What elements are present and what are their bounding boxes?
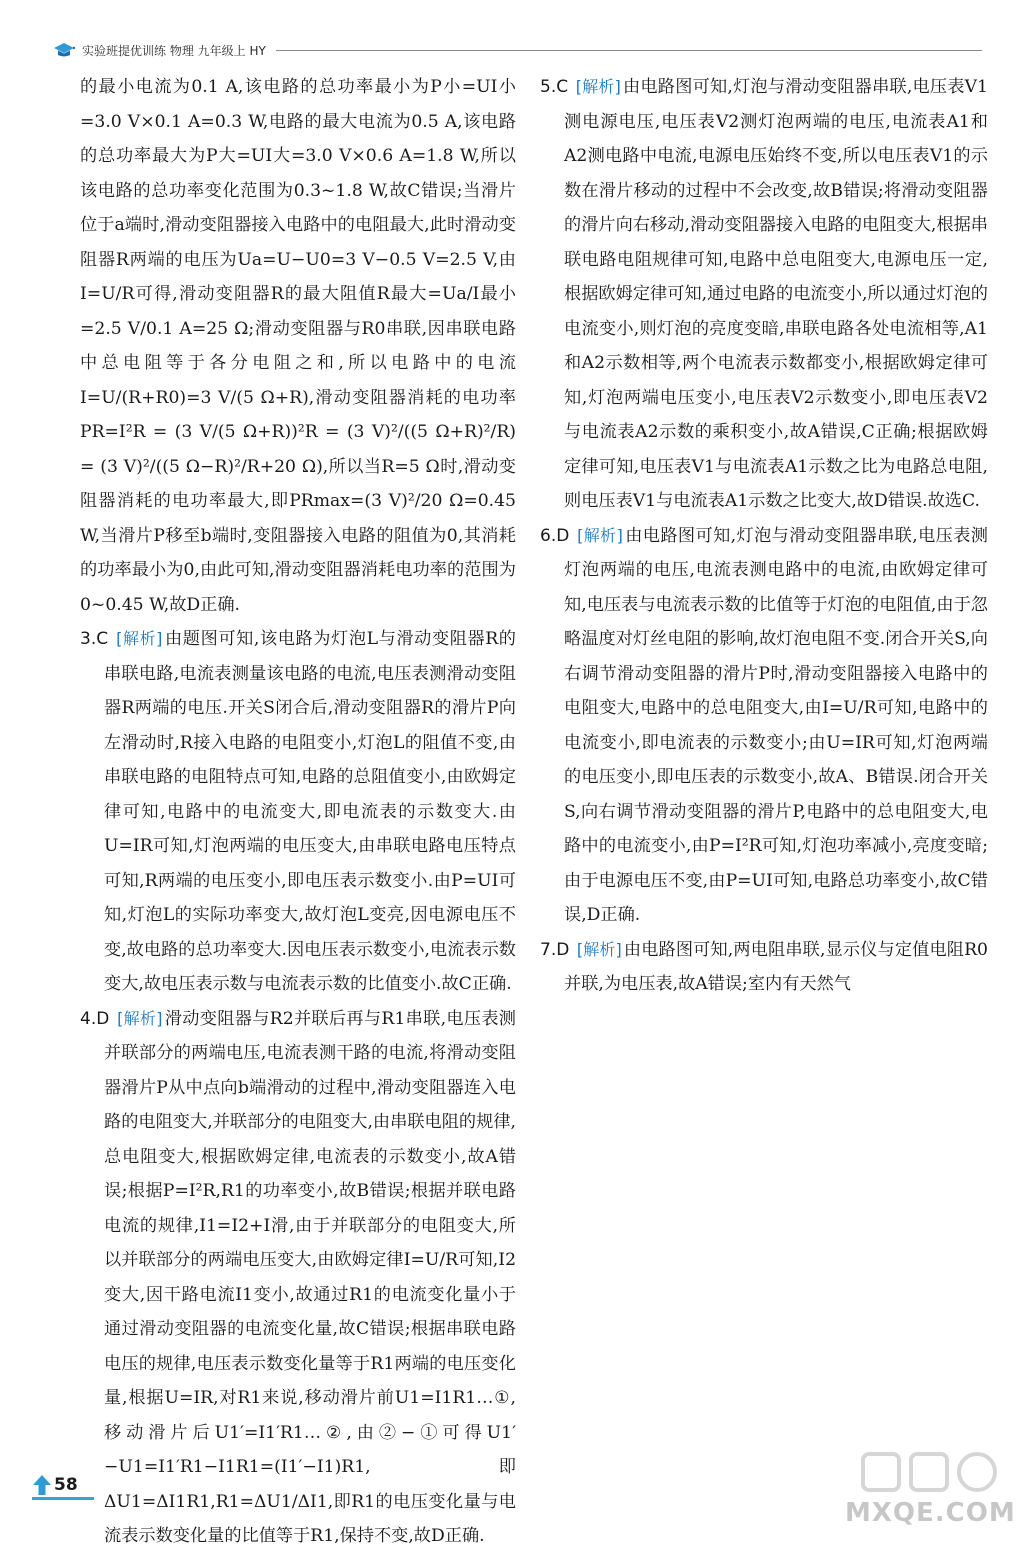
- analysis-tag: [解析]: [575, 77, 621, 96]
- book-title: 实验班提优训练 物理 九年级上 HY: [82, 43, 266, 58]
- answer-number: 7.D: [540, 939, 570, 960]
- answer-item-5: [540, 70, 988, 519]
- right-column: [540, 70, 988, 1485]
- left-column: [80, 70, 516, 1546]
- answer-item-3: [80, 622, 516, 1002]
- analysis-tag: [解析]: [577, 525, 623, 545]
- answer-item-7: [540, 933, 988, 1002]
- arrow-up-icon: [32, 1474, 52, 1496]
- analysis-tag: [解析]: [576, 939, 622, 959]
- continued-solution-text: 的最小电流为0.1 A,该电路的总功率最小为P小=UI小=3.0 V×0.1 A=0.3 W,电路的最大电流为0.5 A,该电路的总功率最大为P大=UI大=3.0 V×0.6 A=1.8 W,所以该电路的总功率变化范围为0.3~1.8 W,故C错误;当滑片位于a端时,滑动变阻器接入电路中的电阻最大,此时滑动变阻器R两端的电压为Ua=U−U0=3 V−0.5 V=2.5 V,由I=U/R可得,滑动变阻器R的最大阻值R最大=Ua/I最小=2.5 V/0.1 A=25 Ω;滑动变阻器与R0串联,因串联电路中总电阻等于各分电阻之和,所以电路中的电流I=U/(R+R0)=3 V/(5 Ω+R),滑动变阻器消耗的电功率PR=I²R = (3 V/(5 Ω+R))²R = (3 V)²/((5 Ω+R)²/R) = (3 V)²/((5 Ω−R)²/R+20 Ω),所以当R=5 Ω时,滑动变阻器消耗的电功率最大,即PRmax=(3 V)²/20 Ω=0.45 W,当滑片P移至b端时,变阻器接入电路的阻值为0,其消耗的功率最小为0,由此可知,滑动变阻器消耗电功率的范围为0~0.45 W,故D正确.: [80, 77, 516, 615]
- watermark: [845, 1448, 1015, 1528]
- watermark-logo-icon: [845, 1448, 1015, 1498]
- answer-number: 4.D: [80, 1008, 110, 1029]
- answer-number: 3.C: [80, 629, 109, 649]
- answer-text: 滑动变阻器与R2并联后再与R1串联,电压表测并联部分的两端电压,电流表测干路的电流,将滑动变阻器滑片P从中点向b端滑动的过程中,滑动变阻器连入电路的电阻变大,并联部分的电阻变大,由串联电阻的规律,总电阻变大,根据欧姆定律,电流表的示数变小,故A错误;根据P=I²R,R1的功率变小,故B错误;根据并联电路电流的规律,I1=I2+I滑,由于并联部分的电阻变大,所以并联部分的两端电压变大,由欧姆定律I=U/R可知,I2变大,因干路电流I1变小,故通过R1的电流变化量小于通过滑动变阻器的电流变化量,故C错误;根据串联电路电压的规律,电压表示数变化量等于R1两端的电压变化量,根据U=IR,对R1来说,移动滑片前U1=I1R1…①,移动滑片后U1′=I1′R1…②,由②−①可得U1′−U1=I1′R1−I1R1=(I1′−I1)R1,即ΔU1=ΔI1R1,R1=ΔU1/ΔI1,即R1的电压变化量与电流表示数变化量的比值等于R1,保持不变,故D正确.: [104, 1008, 516, 1546]
- answer-number: 6.D: [540, 525, 570, 546]
- page-number-underline: [32, 1497, 94, 1500]
- answer-item-4: [80, 1002, 516, 1554]
- answer-text: 由题图可知,该电路为灯泡L与滑动变阻器R的串联电路,电流表测量该电路的电流,电压表测滑动变阻器R两端的电压.开关S闭合后,滑动变阻器R的滑片P向左滑动时,R接入电路的电阻变小,灯泡L的阻值不变,由串联电路的电阻特点可知,电路的总阻值变小,由欧姆定律可知,电路中的电流变大,即电流表的示数变大.由U=IR可知,灯泡两端的电压变大,由串联电路电压特点可知,R两端的电压变小,即电压表示数变小.由P=UI可知,灯泡L的实际功率变大,故灯泡L变亮,因电源电压不变,故电路的总功率变大.因电压表示数变小,电流表示数变大,故电压表示数与电流表示数的比值变小.故C正确.: [104, 629, 516, 994]
- page-number: 58: [54, 1475, 78, 1495]
- answer-text: 由电路图可知,灯泡与滑动变阻器串联,电压表测灯泡两端的电压,电流表测电路中的电流,由欧姆定律可知,电压表与电流表示数的比值等于灯泡的电阻值,由于忽略温度对灯丝电阻的影响,故灯泡电阻不变.闭合开关S,向右调节滑动变阻器的滑片P时,滑动变阻器接入电路中的电阻变大,电路中的总电阻变大,由I=U/R可知,电路中的电流变小,即电流表的示数变小;由U=IR可知,灯泡两端的电压变小,即电压表的示数变小,故A、B错误.闭合开关S,向右调节滑动变阻器的滑片P,电路中的总电阻变大,电路中的电流变小,由P=I²R可知,灯泡功率减小,亮度变暗;由于电源电压不变,由P=UI可知,电路总功率变小,故C错误,D正确.: [564, 525, 988, 925]
- analysis-tag: [解析]: [117, 1008, 163, 1028]
- page-number-badge: [32, 1470, 102, 1500]
- book-logo-icon: [52, 40, 76, 60]
- answer-text: 由电路图可知,灯泡与滑动变阻器串联,电压表V1测电源电压,电压表V2测灯泡两端的电压,电流表A1和A2测电路中电流,电源电压始终不变,所以电压表V1的示数在滑片移动的过程中不会改变,故B错误;将滑动变阻器的滑片向右移动,滑动变阻器接入电路的电阻变大,根据串联电路电阻规律可知,电路中总电阻变大,电源电压一定,根据欧姆定律可知,通过电路的电流变小,所以通过灯泡的电流变小,则灯泡的亮度变暗,串联电路各处电流相等,A1和A2示数相等,两个电流表示数都变小,根据欧姆定律可知,灯泡两端电压变小,电压表V2示数变小,即电压表V2与电流表A2示数的乘积变小,故A错误,C正确;根据欧姆定律可知,电压表V1与电流表A1示数之比为电路总电阻,则电压表V1与电流表A1示数之比变大,故D错误.故选C.: [564, 77, 988, 511]
- answer-item-6: [540, 519, 988, 933]
- answer-text: 由电路图可知,两电阻串联,显示仪与定值电阻R0并联,为电压表,故A错误;室内有天然气: [564, 939, 988, 994]
- header-rule: [276, 50, 982, 51]
- page-header: [52, 38, 982, 62]
- analysis-tag: [解析]: [116, 629, 163, 648]
- watermark-url: MXQE.COM: [845, 1498, 1016, 1528]
- answer-number: 5.C: [540, 77, 569, 97]
